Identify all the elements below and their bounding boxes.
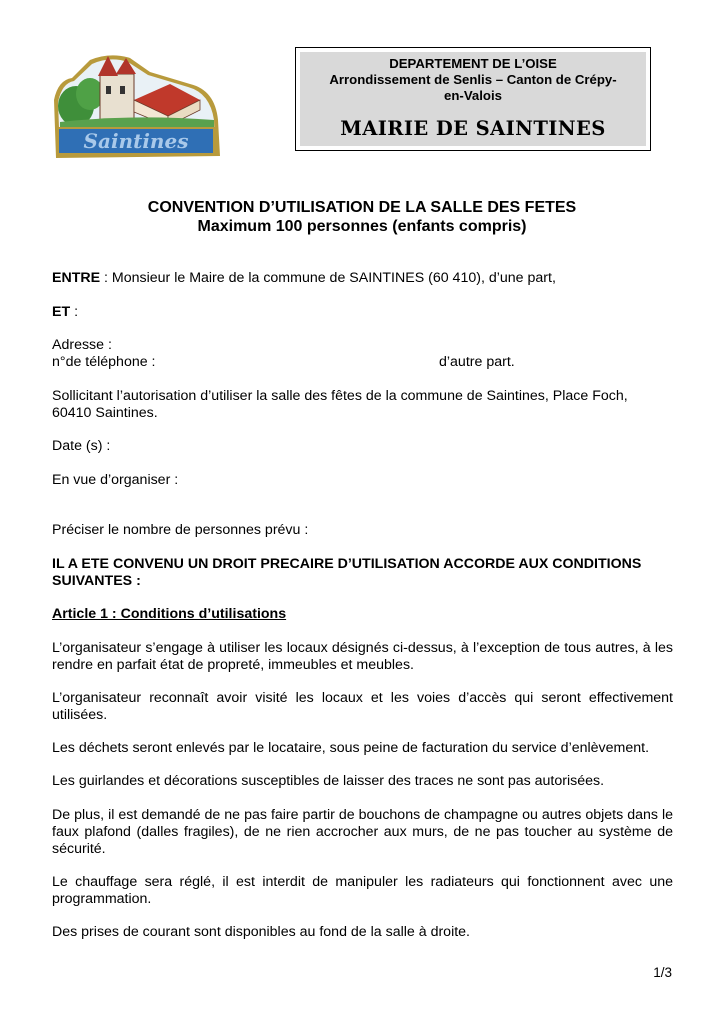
article1-paragraph: Des prises de courant sont disponibles au fond de la salle à droite. <box>52 924 470 940</box>
dates-line: Date (s) : <box>52 438 111 454</box>
entre-label: ENTRE <box>52 270 101 286</box>
title-line2: Maximum 100 personnes (enfants compris) <box>197 218 527 235</box>
saintines-logo <box>50 50 222 162</box>
et-line <box>52 304 673 321</box>
document-title <box>52 198 672 236</box>
conditions-heading: IL A ETE CONVENU UN DROIT PRECAIRE D’UTILISATION ACCORDE AUX CONDITIONS SUIVANTES : <box>52 556 642 589</box>
svg-text:Saintines: Saintines <box>83 129 189 153</box>
article1-heading: Article 1 : Conditions d’utilisations <box>52 606 287 622</box>
organiser-line: En vue d’organiser : <box>52 472 179 488</box>
article1-paragraph: Le chauffage sera réglé, il est interdit de manipuler les radiateurs qui fonctionnent avec une programmation. <box>52 874 673 907</box>
header-departement: DEPARTEMENT DE L’OISE <box>389 56 557 71</box>
autre-part: d’autre part. <box>439 354 515 370</box>
header-canton: en-Valois <box>444 88 502 103</box>
article1-paragraph: L’organisateur s’engage à utiliser les locaux désignés ci-dessus, à l’exception de tous autres, à les rendre en parfait état de propreté, immeubles et meubles. <box>52 640 673 673</box>
et-text: : <box>70 304 79 320</box>
article1-paragraph: De plus, il est demandé de ne pas faire partir de bouchons de champagne ou autres objets dans le faux plafond (dalles fragiles), de ne rien accrocher aux murs, de ne pas toucher au système de sécurité. <box>52 807 673 857</box>
et-label: ET <box>52 304 71 320</box>
header-mairie: MAIRIE DE SAINTINES <box>340 117 606 140</box>
page-number: 1/3 <box>653 965 672 980</box>
header-box <box>295 47 651 151</box>
title-line1: CONVENTION D’UTILISATION DE LA SALLE DES FETES <box>147 199 577 216</box>
adresse-line: Adresse : <box>52 337 112 353</box>
nombre-line: Préciser le nombre de personnes prévu : <box>52 522 309 538</box>
telephone-line: n°de téléphone : <box>52 354 156 370</box>
entre-text: : Monsieur le Maire de la commune de SAINTINES (60 410), d’une part, <box>100 270 556 286</box>
article1-paragraph: L’organisateur reconnaît avoir visité les locaux et les voies d’accès qui seront effectivement utilisées. <box>52 690 673 723</box>
sollicitant-paragraph: Sollicitant l’autorisation d’utiliser la salle des fêtes de la commune de Saintines, Place Foch, 60410 Saintines. <box>52 388 628 421</box>
article1-paragraph: Les déchets seront enlevés par le locataire, sous peine de facturation du service d’enlèvement. <box>52 740 650 756</box>
header-shaded-area <box>300 52 646 146</box>
entre-line <box>52 270 673 287</box>
header-arrondissement: Arrondissement de Senlis – Canton de Crépy- <box>329 72 617 87</box>
article1-paragraph: Les guirlandes et décorations susceptibles de laisser des traces ne sont pas autorisées. <box>52 773 605 789</box>
